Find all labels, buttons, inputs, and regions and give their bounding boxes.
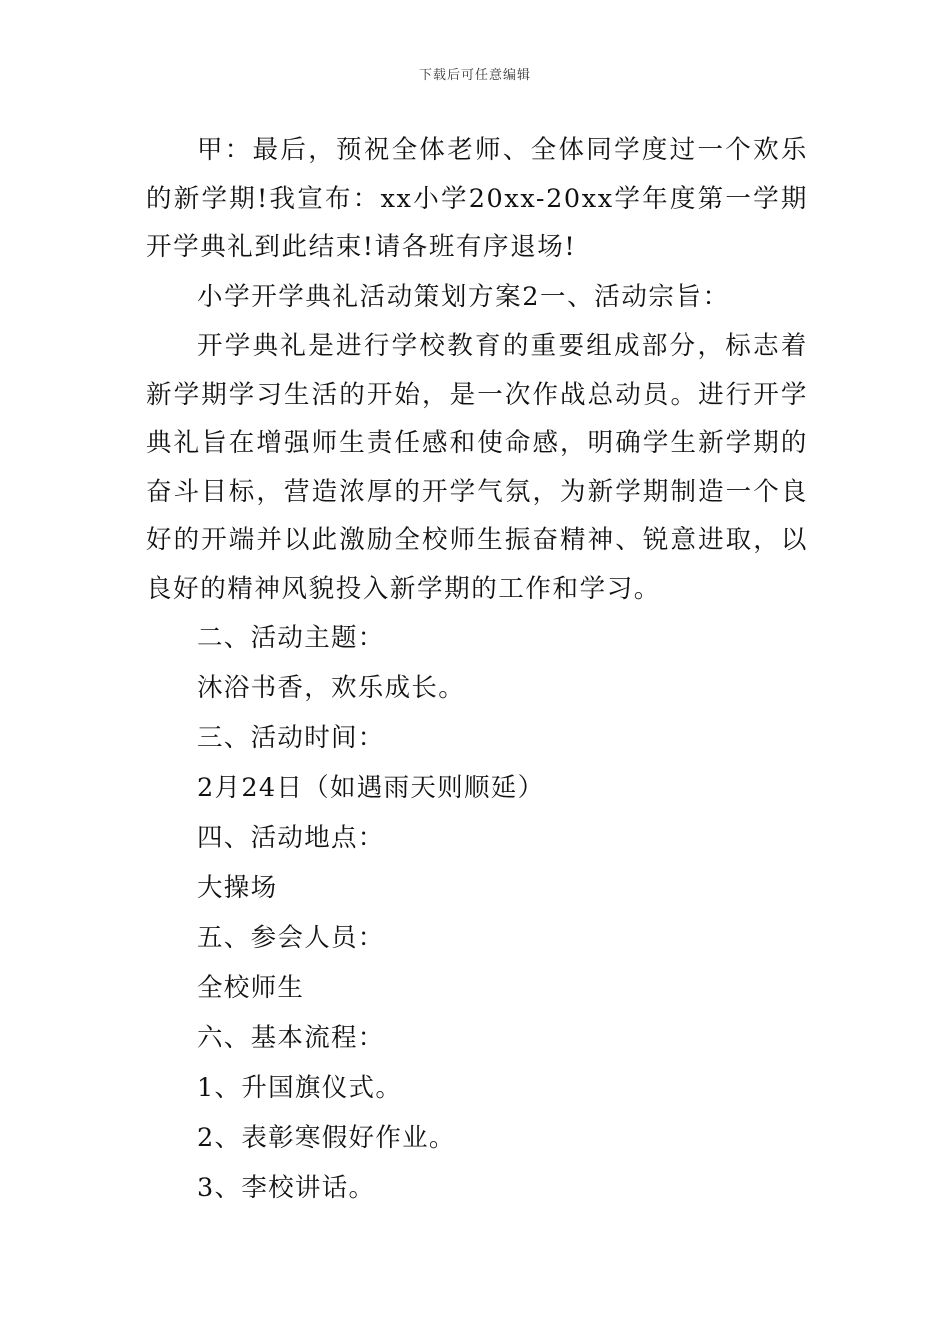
section-location-heading: 四、活动地点： bbox=[197, 823, 385, 853]
process-step-3: 3、李校讲话。 bbox=[197, 1173, 376, 1203]
section-time-value: 2月24日（如遇雨天则顺延） bbox=[197, 773, 545, 803]
document-body bbox=[146, 126, 808, 1214]
purpose-paragraph: 开学典礼是进行学校教育的重要组成部分，标志着新学期学习生活的开始，是一次作战总动员。进行开学典礼旨在增强师生责任感和使命感，明确学生新学期的奋斗目标，营造浓厚的开学气氛，为新学期制造一个良好的开端并以此激励全校师生振奋精神、锐意进取，以良好的精神风貌投入新学期的工作和学习。 bbox=[146, 331, 808, 604]
section-process-heading: 六、基本流程： bbox=[197, 1023, 385, 1053]
section-attendees-heading: 五、参会人员： bbox=[197, 923, 385, 953]
process-step-1: 1、升国旗仪式。 bbox=[197, 1073, 403, 1103]
closing-paragraph: 甲：最后，预祝全体老师、全体同学度过一个欢乐的新学期!我宣布：xx小学20xx-20xx学年度第一学期开学典礼到此结束!请各班有序退场! bbox=[146, 135, 808, 262]
process-step-2: 2、表彰寒假好作业。 bbox=[197, 1123, 456, 1153]
section-location-value: 大操场 bbox=[197, 873, 278, 903]
section-attendees-value: 全校师生 bbox=[197, 973, 305, 1003]
page-header: 下载后可任意编辑 bbox=[418, 68, 531, 83]
plan-heading: 小学开学典礼活动策划方案2一、活动宗旨： bbox=[197, 281, 730, 312]
section-theme-value: 沐浴书香，欢乐成长。 bbox=[197, 673, 466, 703]
section-time-heading: 三、活动时间： bbox=[197, 723, 385, 753]
section-theme-heading: 二、活动主题： bbox=[197, 623, 385, 653]
